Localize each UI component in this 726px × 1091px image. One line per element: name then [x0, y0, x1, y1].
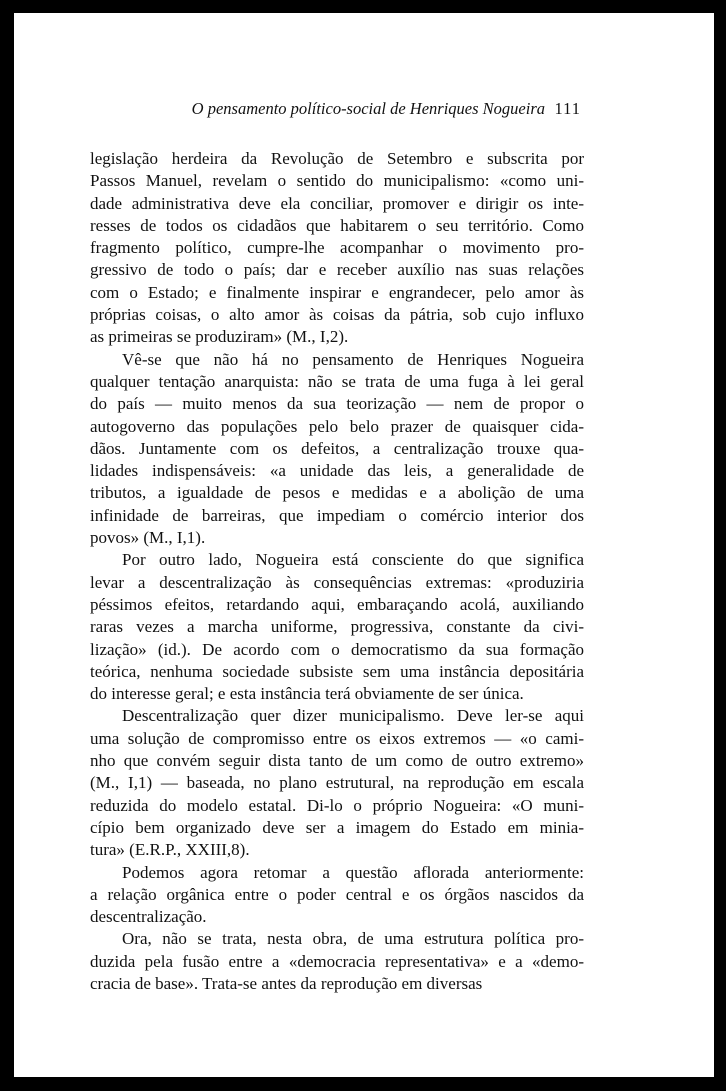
text-line: raras vezes a marcha uniforme, progressiva, constante da civi-	[90, 617, 584, 637]
text-line: cracia de base». Trata-se antes da reprodução em diversas	[90, 973, 483, 993]
text-line: lização» (id.). De acordo com o democratismo da sua formação	[90, 639, 584, 659]
text-line: Descentralização quer dizer municipalismo. Deve ler-se aqui	[122, 706, 584, 726]
text-line: resses de todos os cidadãos que habitarem o seu território. Como	[90, 215, 584, 235]
text-line: descentralização.	[90, 907, 207, 927]
text-line: (M., I,1) — baseada, no plano estrutural, na reprodução em escala	[90, 773, 584, 793]
text-line: do interesse geral; e esta instância terá obviamente de ser única.	[90, 684, 524, 704]
text-line: Ora, não se trata, nesta obra, de uma estrutura política pro-	[122, 929, 584, 949]
text-line: infinidade de barreiras, que impediam o comércio interior dos	[90, 505, 584, 525]
paragraph	[90, 549, 584, 705]
text-line: reduzida do modelo estatal. Di-lo o próprio Nogueira: «O muni-	[90, 795, 584, 815]
text-line: Por outro lado, Nogueira está consciente do que significa	[122, 550, 584, 570]
text-line: povos» (M., I,1).	[90, 528, 206, 548]
text-line: legislação herdeira da Revolução de Setembro e subscrita por	[90, 149, 584, 168]
body-text	[90, 148, 584, 995]
text-line: Podemos agora retomar a questão aflorada anteriormente:	[122, 862, 584, 882]
text-line: dade administrativa deve ela conciliar, promover e dirigir os inte-	[90, 193, 584, 213]
text-line: próprias coisas, o alto amor às coisas da pátria, sob cujo influxo	[90, 305, 584, 325]
text-line: tura» (E.R.P., XXIII,8).	[90, 840, 250, 860]
text-line: qualquer tentação anarquista: não se trata de uma fuga à lei geral	[90, 371, 584, 391]
paragraph	[90, 705, 584, 861]
text-line: tributos, a igualdade de pesos e medidas e a abolição de uma	[90, 483, 584, 503]
text-line: Passos Manuel, revelam o sentido do municipalismo: «como uni-	[90, 171, 584, 191]
paragraph	[90, 148, 584, 349]
page-number: 111	[554, 99, 581, 118]
text-line: teórica, nenhuma sociedade subsiste sem uma instância depositária	[90, 661, 584, 681]
text-line: gressivo de todo o país; dar e receber auxílio nas suas relações	[90, 260, 584, 280]
text-line: lidades indispensáveis: «a unidade das leis, a generalidade de	[90, 461, 584, 481]
text-line: autogoverno das populações pelo belo prazer de quaisquer cida-	[90, 416, 584, 436]
text-line: fragmento político, cumpre-lhe acompanhar o movimento pro-	[90, 238, 584, 258]
text-line: com o Estado; e finalmente inspirar e engrandecer, pelo amor às	[90, 282, 584, 302]
text-line: a relação orgânica entre o poder central e os órgãos nascidos da	[90, 884, 584, 904]
text-line: levar a descentralização às consequências extremas: «produziria	[90, 572, 584, 592]
paragraph	[90, 349, 584, 550]
text-line: dãos. Juntamente com os defeitos, a centralização trouxe qua-	[90, 438, 584, 458]
text-line: péssimos efeitos, retardando aqui, embaraçando acolá, auxiliando	[90, 594, 584, 614]
text-line: as primeiras se produziram» (M., I,2).	[90, 327, 349, 347]
paragraph	[90, 928, 584, 995]
text-line: uma solução de compromisso entre os eixos extremos — «o cami-	[90, 728, 584, 748]
running-title: O pensamento político-social de Henriques Nogueira	[191, 99, 545, 118]
text-line: Vê-se que não há no pensamento de Henriques Nogueira	[122, 349, 584, 369]
text-line: cípio bem organizado deve ser a imagem do Estado em minia-	[90, 817, 584, 837]
text-line: do país — muito menos da sua teorização — nem de propor o	[90, 394, 584, 414]
text-line: nho que convém seguir dista tanto de um como de outro extremo»	[90, 751, 584, 771]
paragraph	[90, 862, 584, 929]
text-line: duzida pela fusão entre a «democracia representativa» e a «demo-	[90, 951, 584, 971]
book-page	[14, 13, 714, 1077]
